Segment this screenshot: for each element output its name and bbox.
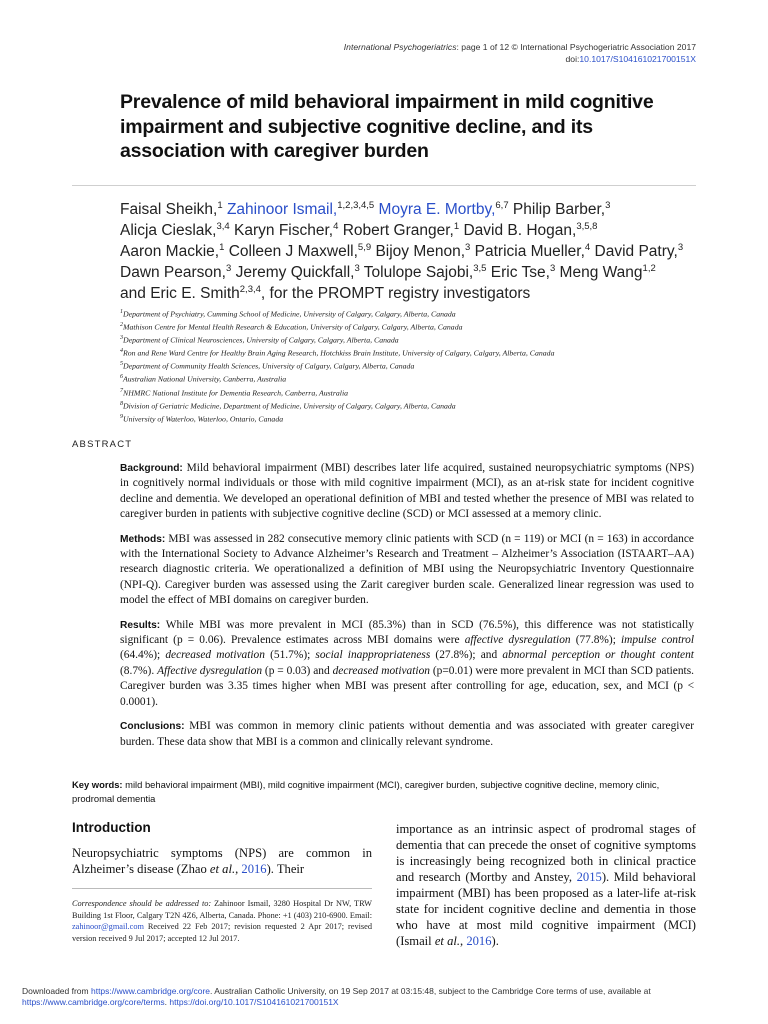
- results-term: decreased motivation: [332, 664, 430, 677]
- author-affiliation-ref: 1,2: [642, 262, 656, 274]
- author-name: Faisal Sheikh,: [120, 201, 218, 218]
- affiliation-number: 8: [120, 400, 123, 407]
- results-text: While MBI was more prevalent in MCI (85.3%) than in SCD (76.5%), this difference was not statistically significant (p = 0.06). Prevalence estimates across MBI domains were: [120, 618, 694, 647]
- affiliation-item: [120, 399, 700, 412]
- download-footer: [22, 986, 752, 1008]
- author-affiliation-ref: 2,3,4: [239, 283, 261, 295]
- affiliation-item: [120, 320, 700, 333]
- intro-text-left: [72, 845, 372, 877]
- author-name: Alicja Cieslak,: [120, 222, 217, 239]
- results-term: abnormal perception or thought content: [502, 649, 694, 662]
- intro-text-right: [396, 821, 696, 949]
- correspondence-note: [72, 898, 372, 944]
- results-text: (51.7%);: [264, 649, 316, 662]
- affiliation-number: 6: [120, 374, 123, 381]
- results-text: (p=0.01) were more prevalent in MCI than SCD patients. Caregiver burden was 3.35 times higher when MBI was present after controlling for age, education, sex, and MCI (p < 0.0001).: [120, 664, 694, 708]
- affiliation-number: 2: [120, 322, 123, 329]
- results-text: (27.8%); and: [430, 649, 503, 662]
- methods-text: MBI was assessed in 282 consecutive memory clinic patients with SCD (n = 119) or MCI (n = 163) in accordance with the International Society to Advance Alzheimer’s Research and Treatment – Alzheimer’s Association (ISTAART–AA) research diagnostic criteria. We operationalized a definition of MBI using the Neuropsychiatric Inventory Questionnaire (NPI-Q). Caregiver burden was assessed using the Zarit caregiver burden scale. Generalized linear regression was used to model the effect of MBI domains on caregiver burden.: [120, 532, 694, 607]
- author-affiliation-ref: 1: [453, 220, 460, 232]
- author-name: Philip Barber,: [512, 201, 606, 218]
- author-name: Aaron Mackie,: [120, 243, 220, 260]
- intro-text: ). Their: [266, 862, 305, 876]
- citation-link[interactable]: 2016: [466, 934, 492, 948]
- citation-link[interactable]: 2015: [576, 870, 602, 884]
- author-name: Jeremy Quickfall,: [235, 264, 355, 281]
- keywords: [72, 778, 698, 805]
- left-column: [72, 820, 372, 944]
- citation-link[interactable]: 2016: [241, 862, 267, 876]
- intro-sep: ,: [235, 862, 242, 876]
- author-affiliation-ref: 3: [354, 262, 360, 274]
- author-name: Eric Tse,: [490, 264, 550, 281]
- affiliation-number: 1: [120, 309, 123, 315]
- background-text: Mild behavioral impairment (MBI) describes later life acquired, sustained neuropsychiatric symptoms (NPS) in cognitively normal individuals or those with mild cognitive impairment (MCI), as an at-risk state for incident cognitive decline and dementia. We developed an operational definition of MBI and tested whether the presence of MBI was related to caregiver burden in patients with subjective cognitive decline (SCD) or MCI assessed at a memory clinic.: [120, 462, 694, 521]
- affiliation-text: Division of Geriatric Medicine, Department of Medicine, University of Calgary, Calgary, Alberta, Canada: [123, 401, 456, 411]
- doi-link[interactable]: 10.1017/S104161021700151X: [579, 54, 696, 64]
- abstract-background: [120, 461, 694, 523]
- affiliation-text: University of Waterloo, Waterloo, Ontario, Canada: [123, 414, 284, 424]
- conclusions-text: MBI was common in memory clinic patients without dementia and was associated with greater caregiver burden. These data show that MBI is a common and clinically relevant syndrome.: [120, 720, 694, 748]
- results-term: Affective dysregulation: [157, 664, 263, 677]
- intro-text: Neuropsychiatric symptoms (NPS) are common in Alzheimer’s disease (Zhao: [72, 846, 372, 876]
- et-al: et al.: [434, 934, 461, 948]
- affiliation-number: 3: [120, 335, 123, 342]
- right-column: [396, 821, 696, 949]
- correspondence-dates: Received 22 Feb 2017; revision requested 2 Apr 2017; revised version received 9 Jul 2017; accepted 12 Jul 2017.: [72, 922, 372, 943]
- footnote-divider: [72, 888, 372, 889]
- affiliation-number: 7: [120, 387, 123, 394]
- keywords-text: mild behavioral impairment (MBI), mild cognitive impairment (MCI), caregiver burden, subjective cognitive decline, memory clinic, prodromal dementia: [72, 779, 660, 804]
- intro-text: ).: [491, 934, 499, 948]
- author-name: Meng Wang: [559, 264, 643, 281]
- intro-sep: ,: [460, 934, 467, 948]
- correspondence-label: Correspondence should be addressed to:: [72, 899, 212, 908]
- cambridge-core-link[interactable]: https://www.cambridge.org/core: [90, 986, 211, 996]
- author-affiliation-ref: 3,5: [473, 262, 487, 274]
- results-term: social inappropriateness: [315, 649, 431, 662]
- author-affiliation-ref: 3,4: [216, 220, 230, 232]
- author-conjunction: and: [120, 285, 146, 302]
- affiliation-text: Ron and Rene Ward Centre for Healthy Brain Aging Research, Hotchkiss Brain Institute, University of Calgary, Calgary, Alberta, Canada: [123, 348, 555, 358]
- affiliation-number: 9: [120, 413, 123, 420]
- conclusions-label: Conclusions:: [120, 721, 185, 733]
- affiliation-item: [120, 412, 700, 425]
- author-name: Patricia Mueller,: [474, 243, 585, 260]
- author-affiliation-ref: 1: [217, 199, 223, 211]
- author-name: Dawn Pearson,: [120, 264, 226, 281]
- results-text: (64.4%);: [120, 649, 166, 662]
- affiliation-text: NHMRC National Institute for Dementia Research, Canberra, Australia: [123, 388, 349, 398]
- author-name[interactable]: Moyra E. Mortby,: [378, 201, 496, 218]
- email-link[interactable]: zahinoor@gmail.com: [72, 922, 144, 931]
- affiliation-number: 4: [120, 348, 123, 355]
- page-info: : page 1 of 12 © International Psychogeriatric Association 2017: [456, 42, 696, 52]
- author-list: [120, 199, 710, 304]
- methods-label: Methods:: [120, 533, 166, 545]
- author-affiliation-ref: 1: [219, 241, 225, 253]
- affiliation-item: [120, 372, 700, 385]
- abstract: [120, 461, 694, 759]
- affiliation-item: [120, 346, 700, 359]
- affiliations: [120, 307, 700, 425]
- author-name: Karyn Fischer,: [234, 222, 334, 239]
- footer-text: .: [164, 997, 170, 1007]
- paper-title: Prevalence of mild behavioral impairment in mild cognitive impairment and subjective cognitive decline, and its association with caregiver burden: [120, 91, 654, 162]
- doi-footer-link[interactable]: https://doi.org/10.1017/S104161021700151X: [169, 997, 339, 1007]
- terms-link[interactable]: https://www.cambridge.org/core/terms: [22, 997, 165, 1007]
- running-header: [344, 41, 696, 65]
- footer-text: Downloaded from: [22, 986, 91, 996]
- introduction-heading: Introduction: [72, 820, 151, 835]
- author-name: Bijoy Menon,: [375, 243, 466, 260]
- author-affiliation-ref: 5,9: [357, 241, 372, 253]
- results-term: impulse control: [620, 634, 695, 647]
- author-affiliation-ref: 3: [605, 199, 611, 211]
- author-group: , for the PROMPT registry investigators: [260, 285, 531, 302]
- affiliation-text: Australian National University, Canberra, Australia: [123, 375, 287, 385]
- intro-text: ). Mild behavioral impairment (MBI) has been proposed as a later-life at-risk state for incident cognitive decline and dementia in those who have at most mild cognitive impairment (MCI) (Ismail: [396, 870, 697, 948]
- author-affiliation-ref: 3,5,8: [576, 220, 598, 232]
- results-text: (p = 0.03) and: [262, 664, 333, 677]
- author-name: Tolulope Sajobi,: [363, 264, 474, 281]
- keywords-label: Key words:: [72, 779, 123, 790]
- affiliation-text: Department of Psychiatry, Cumming School of Medicine, University of Calgary, Calgary, Alberta, Canada: [123, 309, 456, 319]
- abstract-conclusions: [120, 719, 694, 750]
- author-affiliation-ref: 3: [225, 262, 232, 274]
- affiliation-item: [120, 307, 700, 320]
- affiliation-item: [120, 333, 700, 346]
- author-name: Colleen J Maxwell,: [228, 243, 358, 260]
- author-name: David Patry,: [594, 243, 678, 260]
- abstract-results: [120, 618, 694, 710]
- abstract-methods: [120, 532, 694, 609]
- author-affiliation-ref: 4: [584, 241, 591, 253]
- affiliation-item: [120, 359, 700, 372]
- affiliation-item: [120, 386, 700, 399]
- affiliation-text: Mathison Centre for Mental Health Research & Education, University of Calgary, Calgary, Alberta, Canada: [123, 322, 463, 332]
- author-affiliation-ref: 6,7: [495, 199, 509, 211]
- results-label: Results:: [120, 619, 161, 631]
- abstract-label: ABSTRACT: [72, 439, 133, 450]
- et-al: et al.: [209, 862, 236, 876]
- results-term: affective dysregulation: [464, 634, 571, 647]
- author-affiliation-ref: 3: [677, 241, 684, 253]
- results-text: (8.7%).: [120, 664, 158, 677]
- author-name: Robert Granger,: [342, 222, 454, 239]
- affiliation-text: Department of Community Health Sciences, University of Calgary, Calgary, Alberta, Canada: [123, 361, 415, 371]
- results-text: (77.8%);: [570, 634, 621, 647]
- author-affiliation-ref: 4: [333, 220, 339, 232]
- author-name: Eric E. Smith: [150, 285, 240, 302]
- doi-prefix: doi:: [565, 54, 580, 64]
- affiliation-text: Department of Clinical Neurosciences, University of Calgary, Calgary, Alberta, Canada: [123, 335, 399, 345]
- footer-text: . Australian Catholic University, on 19 Sep 2017 at 03:15:48, subject to the Cambridge Core terms of use, available at: [210, 986, 651, 996]
- title-divider: [72, 185, 696, 186]
- intro-text: importance as an intrinsic aspect of prodromal stages of dementia that can precede the onset of cognitive symptoms is increasingly being recognized both in clinical practice and research (Mortby and Anstey,: [396, 822, 696, 884]
- author-affiliation-ref: 1,2,3,4,5: [337, 199, 375, 211]
- correspondence-text: Zahinoor Ismail, 3280 Hospital Dr NW, TRW Building 1st Floor, Calgary T2N 4Z6, Alberta, Canada. Phone: +1 (403) 210-6900. Email:: [72, 899, 372, 920]
- results-term: decreased motivation: [165, 649, 265, 662]
- background-label: Background:: [120, 463, 183, 474]
- author-name[interactable]: Zahinoor Ismail,: [226, 201, 338, 218]
- author-affiliation-ref: 3: [549, 262, 556, 274]
- journal-name: International Psychogeriatrics: [343, 42, 457, 52]
- author-name: David B. Hogan,: [463, 222, 577, 239]
- author-affiliation-ref: 3: [465, 241, 471, 253]
- affiliation-number: 5: [120, 361, 123, 368]
